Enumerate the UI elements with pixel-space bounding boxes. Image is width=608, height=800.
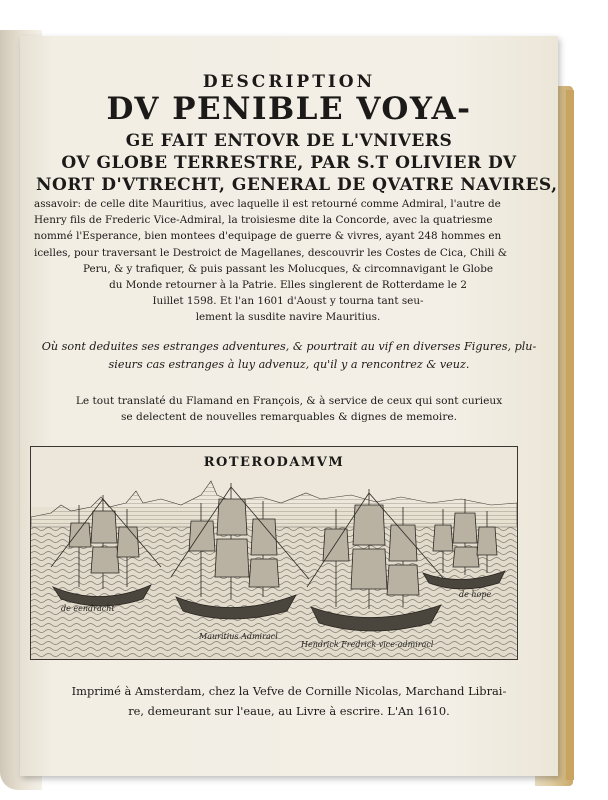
- body-line: Peru, & y trafiquer, & puis passant les Molucques, & circomnavigant le Globe: [83, 262, 493, 275]
- title-line-3: GE FAIT ENTOVR DE L'VNIVERS: [125, 131, 453, 151]
- title-page: [20, 36, 558, 776]
- city-title: ROTERODAMVM: [203, 455, 345, 470]
- body-line: Iuillet 1598. Et l'an 1601 d'Aoust y tourna tant seu-: [152, 295, 424, 308]
- body-line: Henry fils de Frederic Vice-Admiral, la troisiesme dite la Concorde, avec la quatriesme: [34, 214, 493, 227]
- title-description: DESCRIPTION: [202, 72, 376, 92]
- translation-line: se delectent de nouvelles remarquables & dignes de memoire.: [120, 411, 458, 423]
- ship-label-hope: de hope: [459, 590, 492, 599]
- imprint-line: re, demeurant sur l'eaue, au Livre à escrire. L'An 1610.: [128, 704, 450, 718]
- body-line: lement la susdite navire Mauritius.: [195, 311, 381, 324]
- title-line-4: OV GLOBE TERRESTRE, PAR S.T OLIVIER DV: [61, 153, 517, 173]
- subtitle-line: Où sont deduites ses estranges adventures, & pourtrait au vif en diverses Figures, plu-: [41, 340, 537, 353]
- body-line: nommé l'Esperance, bien montees d'equipage de guerre & vivres, ayant 248 hommes en: [34, 230, 502, 243]
- imprint: [36, 681, 542, 721]
- engraving-picture: [31, 447, 517, 659]
- translation-line: Le tout translaté du Flamand en François, & à service de ceux qui sont curieux: [75, 395, 503, 407]
- title-main: DV PENIBLE VOYA-: [106, 91, 472, 127]
- ship-label-hendrick: Hendrick Fredrick vice-admiracl: [301, 640, 434, 649]
- adventures-subtitle: [36, 338, 542, 374]
- ship-label-eendracht: de eendracht: [61, 604, 115, 613]
- ship-label-mauritius: Mauritius Admiracl: [199, 632, 278, 641]
- imprint-line: Imprimé à Amsterdam, chez la Vefve de Cornille Nicolas, Marchand Librai-: [71, 684, 507, 698]
- voyage-description: [34, 196, 542, 326]
- body-line: du Monde retourner à la Patrie. Elles singlerent de Rotterdame le 2: [109, 279, 467, 292]
- gilt-edge: [566, 90, 574, 780]
- body-line: icelles, pour traversant le Destroict de Magellanes, descouvrir les Costes de Cica, Chili &: [34, 246, 507, 259]
- subtitle-line: sieurs cas estranges à luy advenuz, qu'il y a rencontrez & veuz.: [108, 358, 470, 371]
- title-line-5: NORT D'VTRECHT, GENERAL DE QVATRE NAVIRES,: [36, 175, 558, 195]
- ships-engraving: [30, 446, 518, 660]
- translation-note: [36, 393, 542, 425]
- body-line: assavoir: de celle dite Mauritius, avec laquelle il est retourné comme Admiral, l'autre de: [34, 198, 501, 210]
